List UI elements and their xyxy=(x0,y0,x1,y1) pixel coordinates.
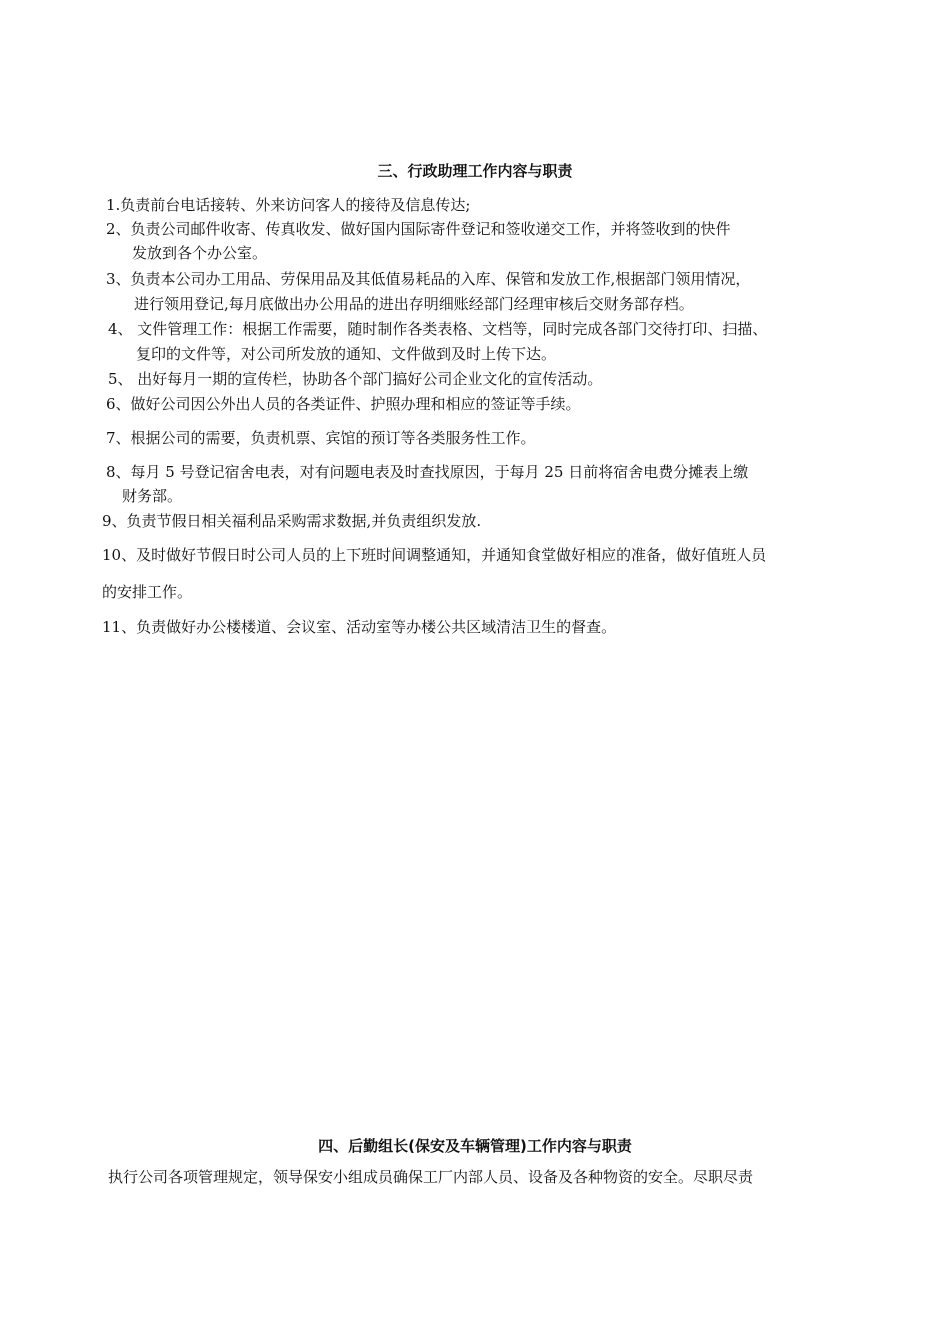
item-3-continuation: 进行领用登记,每月底做出办公用品的进出存明细账经部门经理审核后交财务部存档。 xyxy=(134,295,694,313)
item-2: 2、负责公司邮件收寄、传真收发、做好国内国际寄件登记和签收递交工作，并将签收到的快件 xyxy=(106,220,731,238)
item-7: 7、根据公司的需要，负责机票、宾馆的预订等各类服务性工作。 xyxy=(106,429,536,447)
section-4-heading: 四、后勤组长(保安及车辆管理)工作内容与职责 xyxy=(318,1137,632,1155)
item-3: 3、负责本公司办工用品、劳保用品及其低值易耗品的入库、保管和发放工作,根据部门领用情况， xyxy=(106,270,751,288)
item-10-continuation: 的安排工作。 xyxy=(102,583,193,601)
item-4-continuation: 复印的文件等，对公司所发放的通知、文件做到及时上传下达。 xyxy=(136,345,557,363)
section-4-paragraph: 执行公司各项管理规定，领导保安小组成员确保工厂内部人员、设备及各种物资的安全。尽职尽责 xyxy=(108,1168,754,1186)
item-5: 5、 出好每月一期的宣传栏，协助各个部门搞好公司企业文化的宣传活动。 xyxy=(108,370,603,388)
item-11: 11、负责做好办公楼楼道、会议室、活动室等办楼公共区域清洁卫生的督查。 xyxy=(102,618,617,636)
item-1: 1.负责前台电话接转、外来访问客人的接待及信息传达; xyxy=(106,196,471,214)
item-9: 9、负责节假日相关福利品采购需求数据,并负责组织发放. xyxy=(102,512,482,530)
item-10: 10、及时做好节假日时公司人员的上下班时间调整通知，并通知食堂做好相应的准备，做好值班人员 xyxy=(102,546,767,564)
item-8-continuation: 财务部。 xyxy=(122,487,183,505)
section-3-heading: 三、行政助理工作内容与职责 xyxy=(377,162,573,180)
item-6: 6、做好公司因公外出人员的各类证件、护照办理和相应的签证等手续。 xyxy=(106,395,581,413)
item-8: 8、每月 5 号登记宿舍电表，对有问题电表及时查找原因，于每月 25 日前将宿舍电费分摊表上缴 xyxy=(106,463,749,481)
item-4: 4、 文件管理工作：根据工作需要，随时制作各类表格、文档等，同时完成各部门交待打印、扫描、 xyxy=(108,320,768,338)
item-2-continuation: 发放到各个办公室。 xyxy=(132,244,268,262)
